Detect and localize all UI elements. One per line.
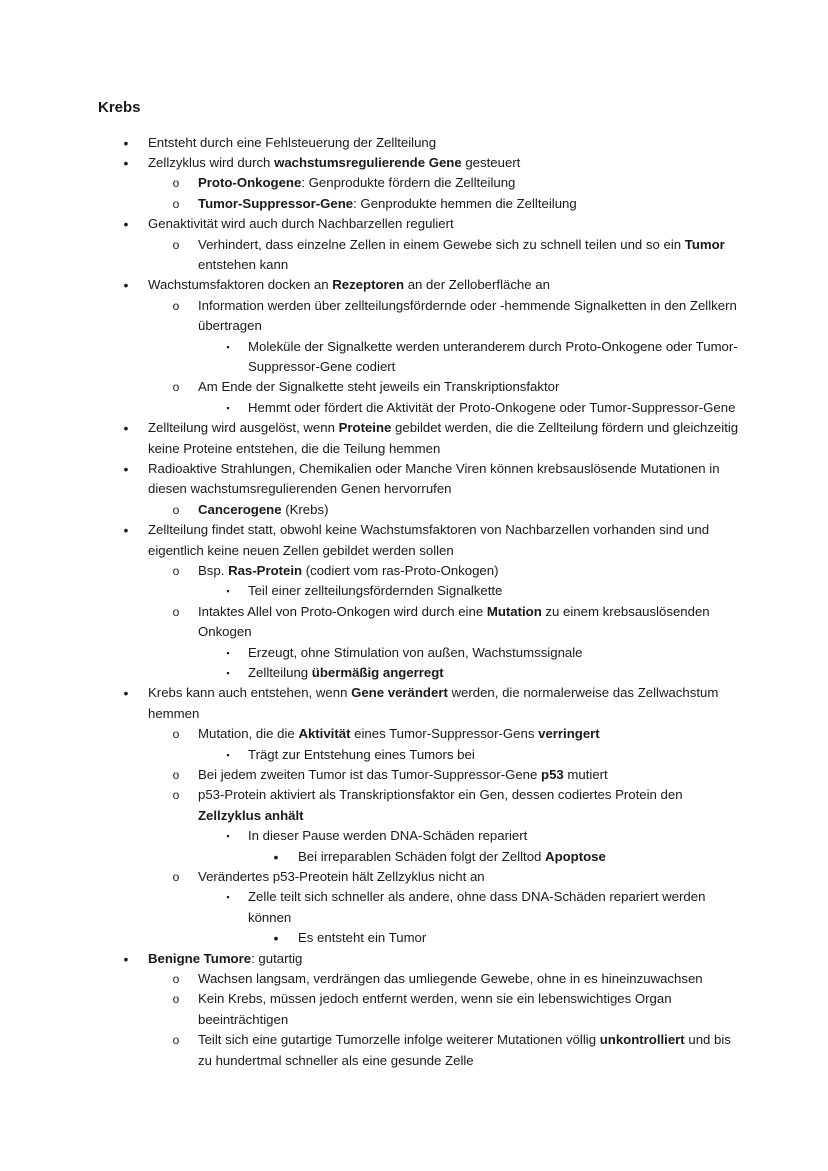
bold-term: Tumor (684, 236, 725, 252)
list-item (226, 663, 743, 683)
list-marker-circle: o (172, 380, 180, 395)
list-marker-circle: o (172, 563, 180, 578)
text-run: p53-Protein aktiviert als Transkriptionsfaktor ein Gen, dessen codiertes Protein den (198, 787, 683, 803)
list-marker-square: ▪ (226, 667, 230, 678)
list-item (172, 969, 743, 989)
list-marker-bullet: • (123, 950, 129, 967)
list-item (226, 643, 743, 663)
text-run: Bei irreparablen Schäden folgt der Zelltod (298, 848, 546, 864)
list-item-text (148, 520, 748, 561)
bold-term: Tumor-Suppressor-Gene (198, 195, 354, 211)
bold-term: wachstumsregulierende Gene (274, 154, 462, 170)
list-marker-square: ▪ (226, 341, 230, 352)
text-run: Bei jedem zweiten Tumor ist das Tumor-Suppressor-Gene (198, 766, 542, 782)
list-marker-bullet: • (123, 420, 129, 437)
list-item-text (248, 337, 743, 378)
list-item-text (198, 989, 743, 1030)
list-item (172, 296, 743, 337)
text-run: Mutation, die die (198, 726, 299, 742)
bold-term: Benigne Tumore (148, 950, 252, 966)
list-item (273, 847, 743, 867)
list-marker-circle: o (172, 1033, 180, 1048)
list-item-text (198, 173, 743, 193)
text-run: eines Tumor-Suppressor-Gens (350, 726, 539, 742)
text-run: und bis zu hundertmal schneller als eine gesunde Zelle (198, 1032, 731, 1068)
bold-term: Rezeptoren (332, 277, 405, 293)
list-marker-circle: o (172, 992, 180, 1007)
list-item-text (298, 847, 743, 867)
bold-term: Aktivität (298, 726, 351, 742)
text-run: (Krebs) (281, 501, 329, 517)
list-item (226, 745, 743, 765)
list-item (123, 153, 748, 173)
list-marker-square: ▪ (226, 892, 230, 903)
page-title: Krebs (98, 99, 141, 116)
list-marker-square: ▪ (226, 647, 230, 658)
bold-term: Ras-Protein (228, 562, 303, 578)
list-item (123, 418, 748, 459)
list-marker-circle: o (172, 788, 180, 803)
list-marker-bullet: • (123, 277, 129, 294)
bold-term: p53 (541, 766, 564, 782)
list-marker-circle: o (172, 502, 180, 517)
text-run: gesteuert (461, 154, 521, 170)
list-item (172, 173, 743, 193)
text-run: zu einem krebsauslösenden Onkogen (198, 603, 710, 640)
text-run: Wachstumsfaktoren docken an (148, 277, 333, 293)
text-run: Zellteilung (248, 664, 312, 680)
list-item (172, 1030, 743, 1071)
list-marker-circle: o (172, 176, 180, 191)
text-run: : gutartig (251, 950, 303, 966)
list-item-text (198, 785, 743, 826)
list-marker-bullet: • (123, 154, 129, 171)
list-item (172, 194, 743, 214)
text-run: Radioaktive Strahlungen, Chemikalien oder Manche Viren können krebsauslösende Mutationen in diesen wachstumsregulierenden Genen hervorrufen (148, 460, 720, 497)
list-marker-bullet: • (123, 685, 129, 702)
text-run: Erzeugt, ohne Stimulation von außen, Wachstumssignale (248, 644, 583, 660)
list-item (172, 785, 743, 826)
list-item-text (148, 949, 748, 969)
list-item (226, 398, 743, 418)
bold-term: Zellzyklus anhält (198, 807, 304, 823)
list-item (123, 214, 748, 234)
text-run: Information werden über zellteilungsfördernde oder -hemmende Signalketten in den Zellkern übertragen (198, 297, 737, 334)
list-marker-square: ▪ (226, 586, 230, 597)
bold-term: Gene verändert (351, 685, 448, 701)
list-item (226, 581, 743, 601)
list-marker-square: ▪ (226, 402, 230, 413)
bold-term: Cancerogene (198, 501, 282, 517)
list-item-text (248, 663, 743, 683)
list-item (123, 949, 748, 969)
list-item-text (248, 398, 743, 418)
list-item-text (148, 214, 748, 234)
list-item-text (198, 724, 743, 744)
bold-term: Mutation (486, 603, 542, 619)
text-run: Zelle teilt sich schneller als andere, ohne dass DNA-Schäden repariert werden können (248, 889, 706, 925)
text-run: Am Ende der Signalkette steht jeweils ein Transkriptionsfaktor (198, 379, 560, 395)
list-marker-square: ▪ (226, 831, 230, 842)
text-run: Zellteilung findet statt, obwohl keine Wachstumsfaktoren von Nachbarzellen vorhanden sind und eigentlich keine neuen Zellen gebildet werden sollen (148, 522, 710, 558)
list-marker-bullet: • (123, 134, 129, 151)
text-run: Genaktivität wird auch durch Nachbarzellen reguliert (148, 216, 454, 232)
list-item-text (148, 153, 748, 173)
list-marker-bullet: • (273, 930, 279, 947)
list-item-text (198, 235, 743, 276)
list-item (123, 133, 748, 153)
list-item-text (198, 1030, 743, 1071)
list-item-text (198, 969, 743, 989)
bold-term: übermäßig angerregt (311, 664, 444, 680)
list-marker-circle: o (172, 727, 180, 742)
list-item (123, 683, 748, 724)
list-marker-circle: o (172, 604, 180, 619)
list-marker-bullet: • (123, 522, 129, 539)
text-run: Es entsteht ein Tumor (298, 930, 427, 946)
text-run: Hemmt oder fördert die Aktivität der Proto-Onkogene oder Tumor-Suppressor-Gene (248, 399, 736, 415)
bold-term: Proteine (338, 420, 392, 436)
bold-term: unkontrolliert (599, 1032, 685, 1048)
list-marker-bullet: • (123, 460, 129, 477)
list-item-text (148, 418, 748, 459)
list-item (172, 724, 743, 744)
list-item-text (198, 377, 743, 397)
text-run: gebildet werden, die die Zellteilung fördern und gleichzeitig keine Proteine entstehen, die die Teilung hemmen (148, 420, 739, 456)
bold-term: verringert (538, 726, 600, 742)
text-run: Wachsen langsam, verdrängen das umliegende Gewebe, ohne in es hineinzuwachsen (198, 970, 703, 986)
text-run: werden, die normalerweise das Zellwachstum hemmen (148, 685, 719, 721)
bold-term: Apoptose (545, 848, 606, 864)
list-marker-circle: o (172, 767, 180, 782)
list-item (172, 602, 743, 643)
list-item (226, 826, 743, 846)
list-marker-circle: o (172, 237, 180, 252)
text-run: (codiert vom ras-Proto-Onkogen) (302, 562, 499, 578)
list-item (123, 459, 748, 500)
text-run: Verändertes p53-Preotein hält Zellzyklus nicht an (198, 868, 485, 884)
text-run: Verhindert, dass einzelne Zellen in einem Gewebe sich zu schnell teilen und so ein (198, 236, 685, 252)
text-run: In dieser Pause werden DNA-Schäden repariert (248, 828, 528, 844)
bold-term: Proto-Onkogene (198, 175, 302, 191)
list-item (172, 867, 743, 887)
list-item-text (198, 194, 743, 214)
list-item-text (298, 928, 743, 948)
list-item (172, 561, 743, 581)
list-item (273, 928, 743, 948)
list-marker-square: ▪ (226, 749, 230, 760)
list-item (172, 765, 743, 785)
list-item (172, 989, 743, 1030)
list-item (123, 275, 748, 295)
list-item-text (248, 643, 743, 663)
list-marker-circle: o (172, 298, 180, 313)
text-run: Zellteilung wird ausgelöst, wenn (148, 420, 339, 436)
text-run: Entsteht durch eine Fehlsteuerung der Zellteilung (148, 134, 437, 150)
list-item-text (248, 826, 743, 846)
list-item (172, 500, 743, 520)
text-run: Intaktes Allel von Proto-Onkogen wird durch eine (198, 603, 487, 619)
list-item-text (198, 296, 743, 337)
text-run: entstehen kann (198, 256, 289, 272)
list-item-text (198, 765, 743, 785)
text-run: Moleküle der Signalkette werden unteranderem durch Proto-Onkogene oder Tumor-Suppressor-Gene codiert (248, 338, 738, 374)
text-run: Krebs kann auch entstehen, wenn (148, 685, 352, 701)
list-item-text (248, 745, 743, 765)
list-item (226, 337, 743, 378)
list-marker-circle: o (172, 869, 180, 884)
list-item-text (198, 867, 743, 887)
text-run: an der Zelloberfläche an (404, 277, 550, 293)
list-item (123, 520, 748, 561)
list-item-text (198, 500, 743, 520)
list-item-text (198, 561, 743, 581)
list-marker-bullet: • (123, 216, 129, 233)
text-run: : Genprodukte fördern die Zellteilung (301, 175, 516, 191)
text-run: mutiert (563, 766, 608, 782)
list-item-text (248, 887, 743, 928)
text-run: Teil einer zellteilungsfördernden Signalkette (248, 583, 503, 599)
text-run: Trägt zur Entstehung eines Tumors bei (248, 746, 475, 762)
list-marker-circle: o (172, 971, 180, 986)
list-item-text (148, 459, 748, 500)
text-run: Teilt sich eine gutartige Tumorzelle infolge weiterer Mutationen völlig (198, 1032, 600, 1048)
list-item-text (148, 133, 748, 153)
list-item-text (198, 602, 743, 643)
list-item (172, 235, 743, 276)
list-marker-circle: o (172, 196, 180, 211)
list-item-text (148, 683, 748, 724)
text-run: Zellzyklus wird durch (148, 154, 275, 170)
text-run: Bsp. (198, 562, 229, 578)
list-item-text (248, 581, 743, 601)
list-item (172, 377, 743, 397)
list-marker-bullet: • (273, 848, 279, 865)
text-run: : Genprodukte hemmen die Zellteilung (353, 195, 577, 211)
text-run: Kein Krebs, müssen jedoch entfernt werden, wenn sie ein lebenswichtiges Organ beeinträchtigen (198, 991, 672, 1027)
list-item-text (148, 275, 748, 295)
list-item (226, 887, 743, 928)
